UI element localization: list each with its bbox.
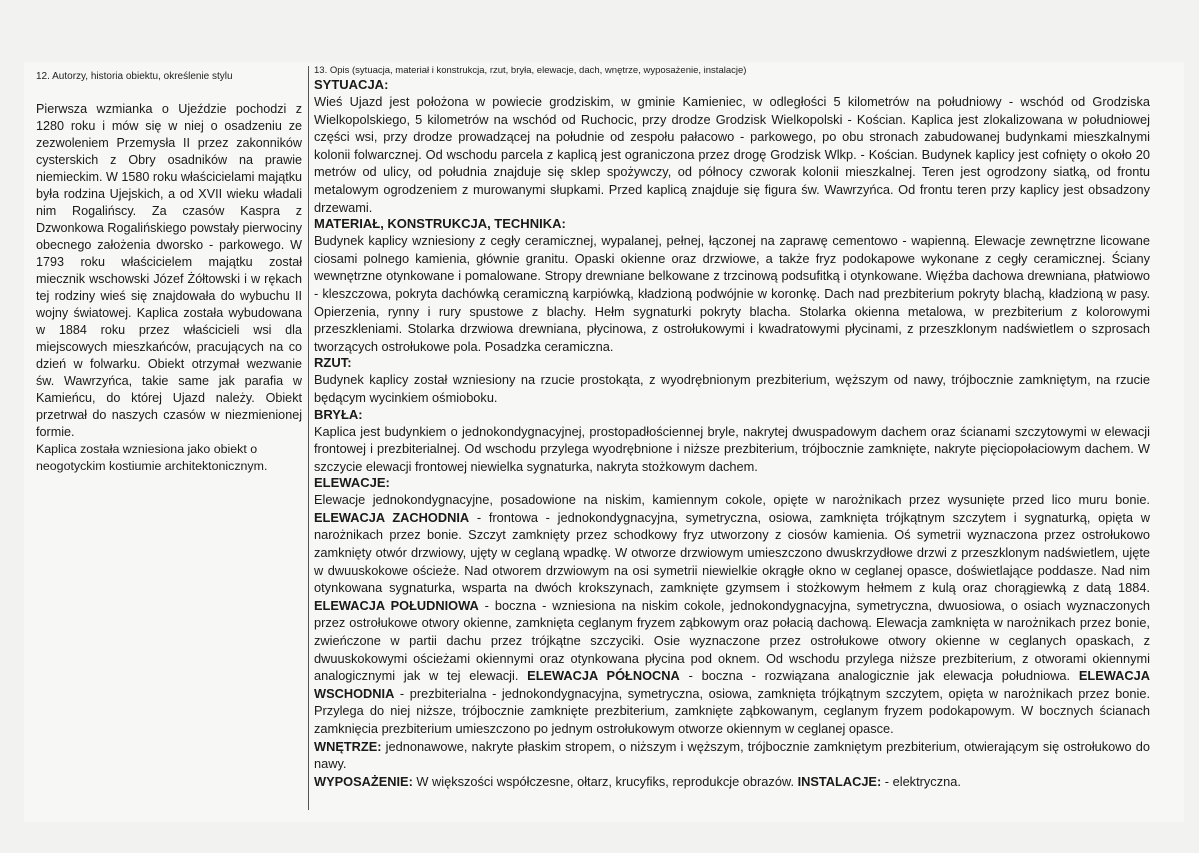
rzut-text: Budynek kaplicy został wzniesiony na rzucie prostokąta, z wyodrębnionym prezbiterium, węższym od nawy, trójbocznie zamkniętym, na rzucie będącym wycinkiem ośmioboku. bbox=[314, 372, 1150, 405]
elewacje-text bbox=[314, 491, 1150, 737]
elewacje-text-2: - frontowa - jednokondygnacyjna, symetryczna, osiowa, zamknięta trójkątnym szczytem i sygnaturką, opięta w narożnikach przez bonie. Szczyt zamknięty przez schodkowy fryz utworzony z ciosów kamienia. Oś symetrii wyznaczona przez ostrołukowo zamknięty otwór drzwiowy, ujęty w ceglaną wpadkę. W otworze drzwiowym umieszczono dwuskrzydłowe drzwi z przeszklonym nadświetlem, ujęte w dwuuskokowe ościeże. Nad otworem drzwiowym na osi symetrii niewielkie okrągłe okno w ceglanej opasce, doświetlające poddasze. Nad nim otynkowana sygnaturka, wsparta na dwóch krokszynach, zamknięte gzymsem i stożkowym hełmem z kulą oraz chorągiewką z datą 1884. bbox=[314, 509, 1150, 596]
bryla-text: Kaplica jest budynkiem o jednokondygnacyjnej, prostopadłościennej bryle, nakrytej dwuspadowym dachem oraz ścianami szczytowymi w elewacji frontowej i prezbiterialnej. Od wschodu przylega wyodrębnione i niższe prezbiterium, trójbocznie zamknięte, nakryte pięciopołaciowym dachem. W szczycie elewacji frontowej niewielka sygnaturka, nakryta stożkowym dachem. bbox=[314, 423, 1150, 474]
bryla-heading: BRYŁA: bbox=[314, 406, 363, 422]
left-column bbox=[36, 70, 302, 475]
elewacje-text-1: Elewacje jednokondygnacyjne, posadowione na niskim, kamiennym cokole, opięte w narożnikach przez wysunięte przed lico muru bonie. bbox=[314, 492, 1150, 508]
section-13-header: 13. Opis (sytuacja, materiał i konstrukcja, rzut, bryła, elewacje, dach, wnętrze, wyposażenie, instalacje) bbox=[314, 65, 747, 76]
wnetrze-paragraph bbox=[314, 738, 1150, 773]
wyposazenie-paragraph bbox=[314, 773, 1150, 791]
elewacja-wschodnia-heading: ELEWACJA WSCHODNIA bbox=[314, 668, 1150, 701]
rzut-heading: RZUT: bbox=[314, 355, 352, 371]
sytuacja-heading: SYTUACJA: bbox=[314, 77, 389, 92]
elewacje-text-3: - boczna - wzniesiona na niskim cokole, jednokondygnacyjna, symetryczna, dwuosiowa, o osiach wyznaczonych przez ostrołukowe otwory okienne, zamknięta ceglanym fryzem ząbkowym oraz połacią dachową. Elewacja zamknięta w narożnikach przez bonie, zwieńczone w partii dachu przez trójkątne szczyciki. Osie wyznaczone przez ostrołukowe otwory okienne w ceglanych opaskach, z dwuuskokowymi ościeżami okiennymi oraz otynkowana płycina pod oknem. Od wschodu przylega niższe prezbiterium, z otworami okiennymi analogicznymi jak w tej elewacji. bbox=[314, 597, 1150, 684]
instalacje-heading: INSTALACJE: bbox=[797, 773, 882, 789]
elewacja-poludniowa-heading: ELEWACJA POŁUDNIOWA bbox=[314, 597, 479, 613]
wnetrze-heading: WNĘTRZE: bbox=[314, 738, 382, 754]
wyposazenie-text: W większości współczesne, ołtarz, krucyfiks, reprodukcje obrazów. bbox=[412, 773, 798, 789]
style-text: Kaplica została wzniesiona jako obiekt o neogotyckim kostiumie architektonicznym. bbox=[36, 442, 268, 473]
material-heading: MATERIAŁ, KONSTRUKCJA, TECHNIKA: bbox=[314, 216, 566, 232]
material-text: Budynek kaplicy wzniesiony z cegły ceramicznej, wypalanej, pełnej, łączonej na zaprawę cementowo - wapienną. Elewacje zewnętrzne licowane ciosami polnego kamienia, głównie granitu. Opaski okienne oraz drzwiowe, a także fryz podokapowe wykonane z cegły ceramicznej. Ściany wewnętrzne otynkowane i pomalowane. Stropy drewniane belkowane z trzcinową podsufitką i otynkowane. Więźba dachowa drewniana, płatwiowo - kleszczowa, pokryta dachówką ceramiczną karpiówką, kładzioną podwójnie w koronkę. Dach nad prezbiterium pokryty blachą, kładzioną w pasy. Opierzenia, rynny i rury spustowe z blachy. Hełm sygnaturki pokryty blacha. Stolarka okienna metalowa, w prezbiterium z kolorowymi przeszkleniami. Stolarka drzwiowa drewniana, płycinowa, z ostrołukowymi i kwadratowymi płycinami, z przeszklonym nadświetlem o szprosach tworzących ostrołukowe pola. Posadzka ceramiczna. bbox=[314, 233, 1150, 354]
elewacja-polnocna-heading: ELEWACJA PÓŁNOCNA bbox=[527, 668, 680, 684]
section-12-header: 12. Autorzy, historia obiektu, określenie stylu bbox=[36, 71, 233, 82]
column-divider bbox=[308, 66, 309, 810]
elewacje-text-4: - boczna - rozwiązana analogicznie jak elewacja południowa. bbox=[679, 668, 1079, 684]
elewacje-heading: ELEWACJE: bbox=[314, 475, 390, 491]
sytuacja-text: Wieś Ujazd jest położona w powiecie grodziskim, w gminie Kamieniec, w odległości 5 kilometrów na południowy - wschód od Grodziska Wielkopolskiego, 5 kilometrów na wschód od Ruchocic, przy drodze Grodzisk Wielkopolski - Kościan. Kaplica jest zlokalizowana w południowej części wsi, przy drodze prowadzącej na południe od zespołu pałacowo - parkowego, po obu stronach zabudowanej budynkami mieszkalnymi kolonii folwarcznej. Od wschodu parcela z kaplicą jest ograniczona przez drogę Grodzisk Wlkp. - Kościan. Budynek kaplicy jest cofnięty o około 20 metrów od ulicy, od południa znajduje się sklep spożywczy, od północy czworak kolonii mieszkalnej. Teren jest ogrodzony siatką, od frontu metalowym ogrodzeniem z murowanymi słupkami. Przed kaplicą znajduje się figura św. Wawrzyńca. Od frontu teren przy kaplicy jest obsadzony drzewami. bbox=[314, 94, 1150, 215]
history-text: Pierwsza wzmianka o Ujeździe pochodzi z 1280 roku i mów się w niej o osadzeniu ze zezwoleniem Przemysła II przez zakonników cysterskich z Obry osadników na prawie niemieckim. W 1580 roku właścicielami majątku była rodzina Ujejskich, a od XVII wieku władali nim Rogalińscy. Za czasów Kaspra z Dzwonkowa Rogalińskiego powstały pierwociny obecnego założenia dworsko - parkowego. W 1793 roku właścicielem majątku został miecznik wschowski Józef Żółtowski i w rękach tej rodziny wieś się znajdowała do wybuchu II wojny światowej. Kaplica została wybudowana w 1884 roku przez właścicieli wsi dla miejscowych mieszkańców, pracujących na co dzień w folwarku. Obiekt otrzymał wezwanie św. Wawrzyńca, takie same jak parafia w Kamieńcu, do której Ujazd należy. Obiekt przetrwał do naszych czasów w niezmienionej formie. bbox=[36, 102, 302, 439]
right-column bbox=[314, 64, 1150, 790]
wyposazenie-heading: WYPOSAŻENIE: bbox=[314, 773, 413, 789]
wnetrze-text: jednonawowe, nakryte płaskim stropem, o niższym i węższym, trójbocznie zamkniętym prezbiterium, otwierającym się ostrołukowo do nawy. bbox=[314, 738, 1150, 772]
elewacje-text-5: - prezbiterialna - jednokondygnacyjna, symetryczna, osiowa, zamknięta trójkątnym szczytem, opięta w narożnikach przez bonie. Przylega do niej niższe, trójbocznie zamknięte prezbiterium, zamknięte ząbkowanym, ceglanym fryzem podokapowym. W bocznych ścianach zamknięcia prezbiterium umieszczono po jednym ostrołukowym otworze okiennym w ceglanej opasce. bbox=[314, 685, 1150, 736]
elewacja-zachodnia-heading: ELEWACJA ZACHODNIA bbox=[314, 509, 470, 525]
instalacje-text: - elektryczna. bbox=[881, 773, 961, 789]
